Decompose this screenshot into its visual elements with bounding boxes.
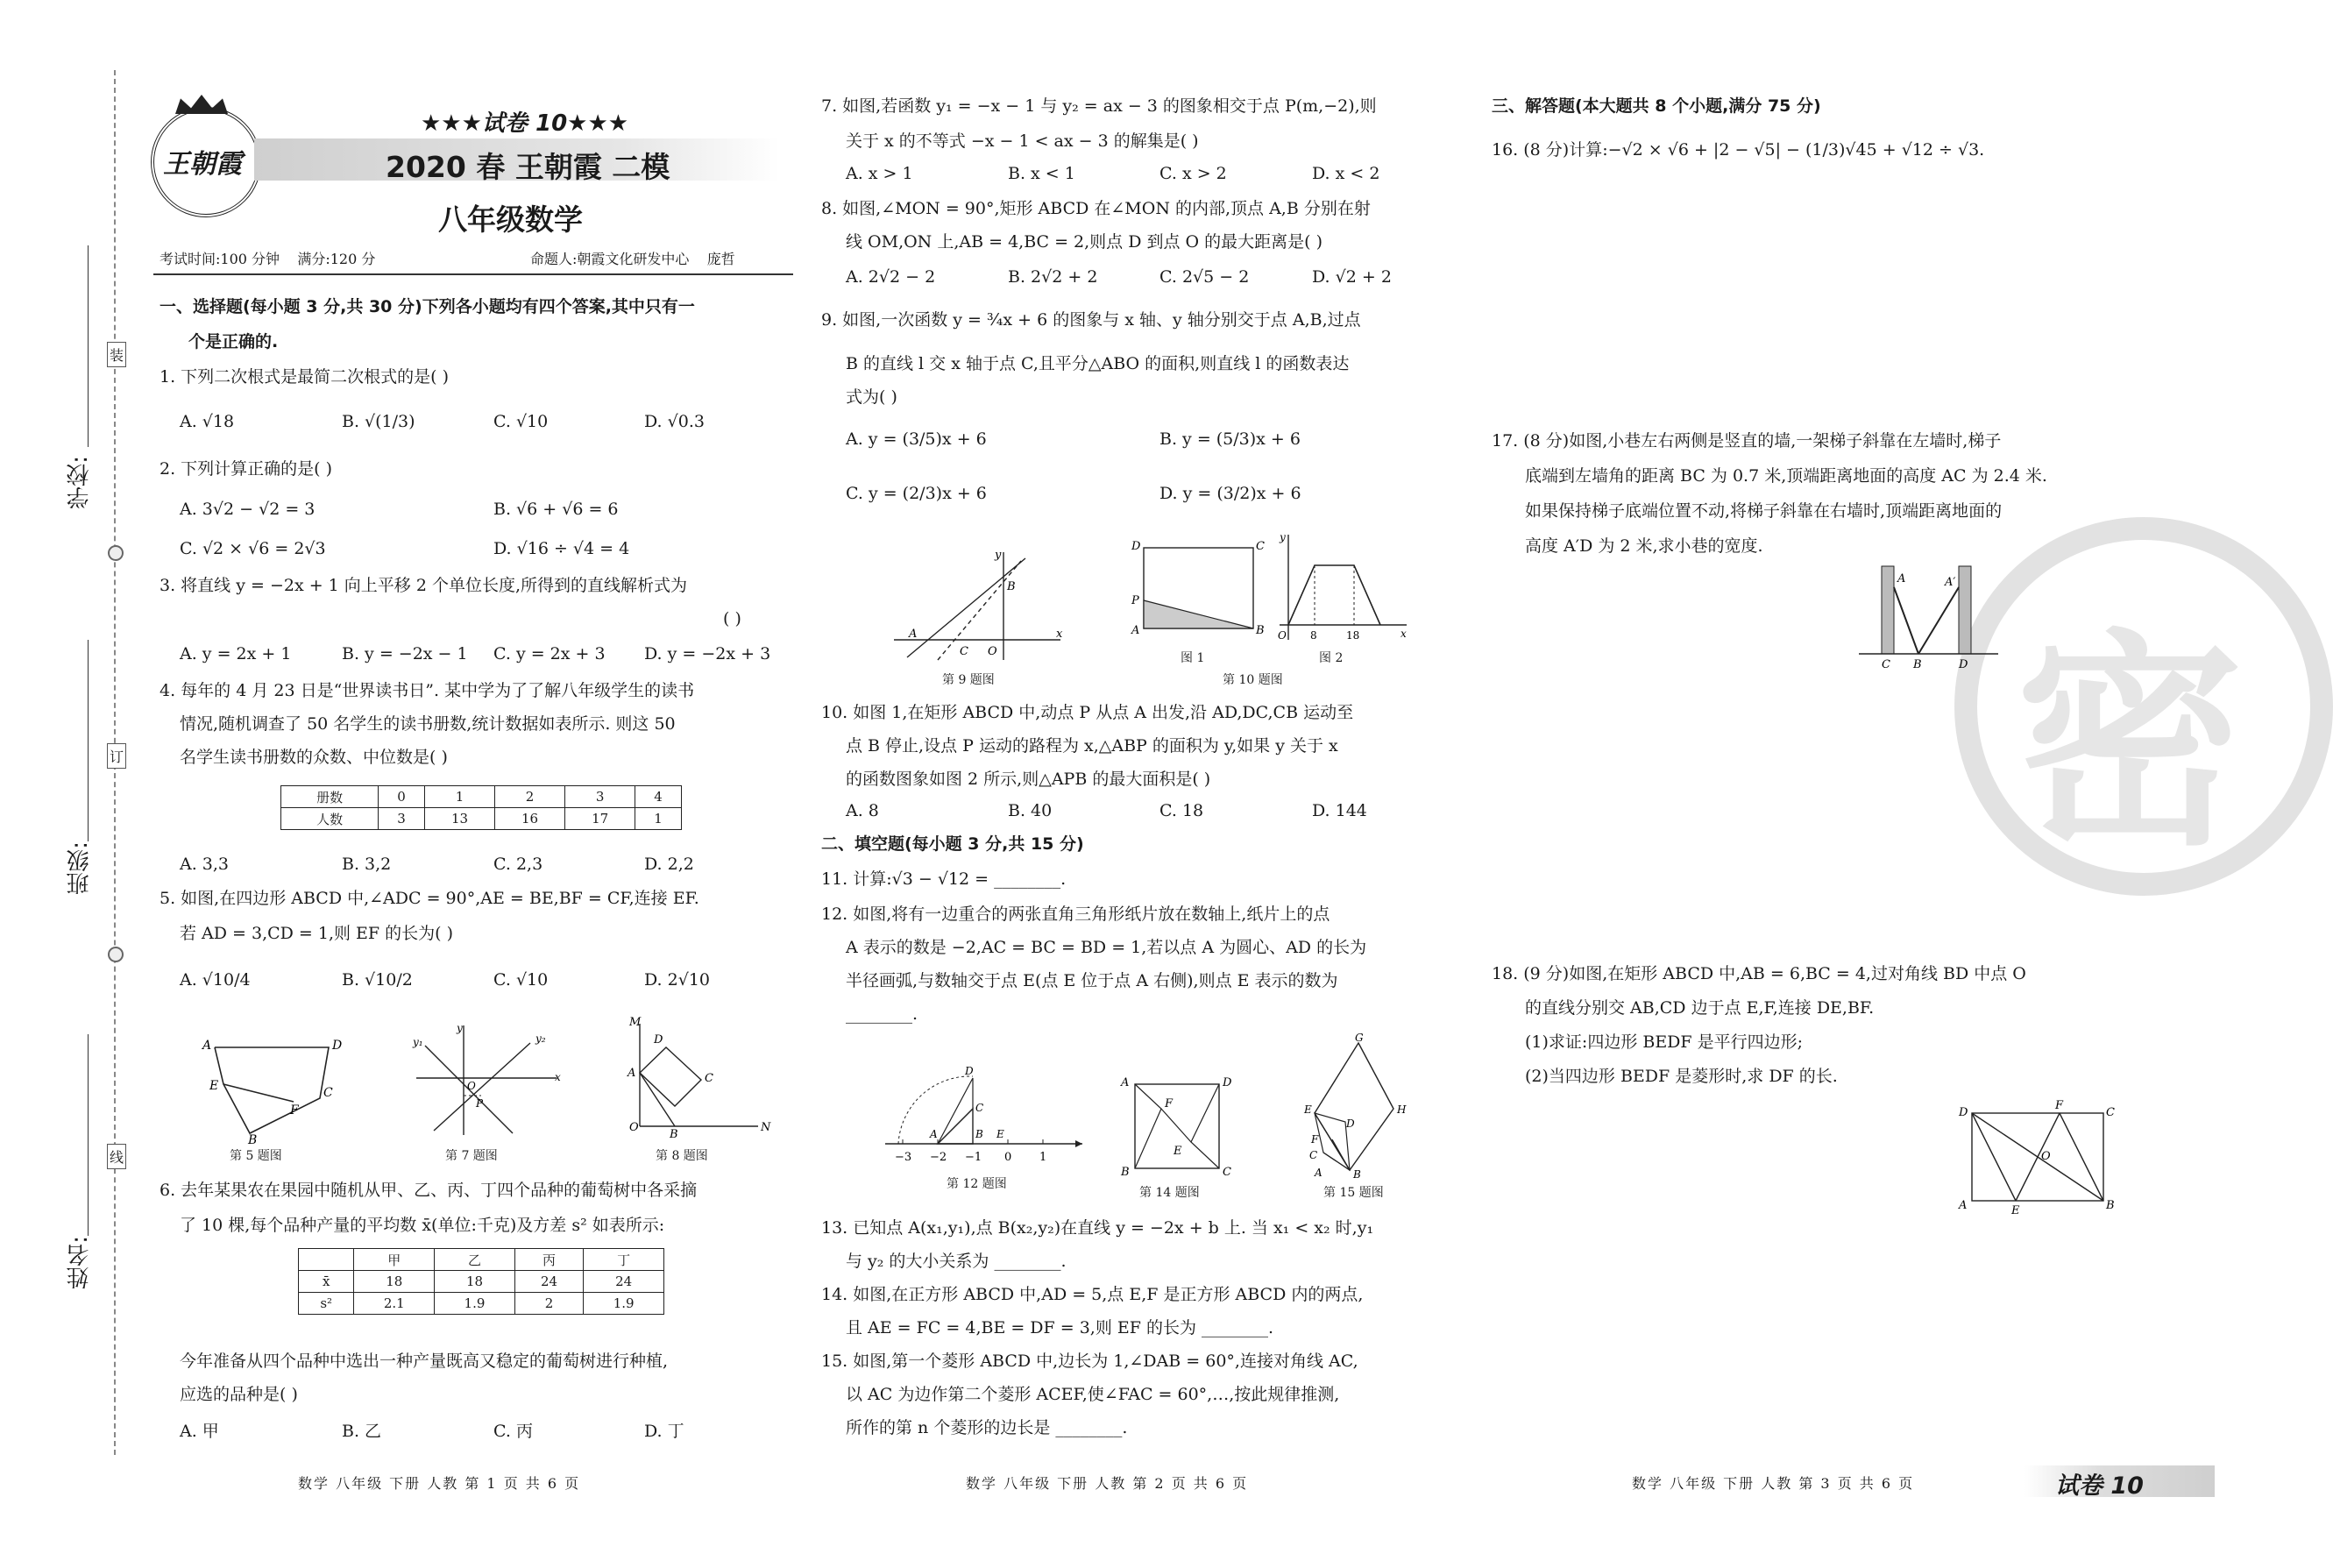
svg-text:B: B [2106,1199,2115,1212]
table-cell: 甲 [354,1249,435,1271]
q4-option-a[interactable]: A. 3,3 [180,855,230,874]
section1-title-cont: 个是正确的. [188,332,279,351]
q2-option-d[interactable]: D. √16 ÷ √4 = 4 [493,539,630,558]
figure-q17 [1854,561,2003,675]
svg-text:M: M [629,1016,642,1029]
svg-text:B: B [1007,580,1016,593]
q6-option-d[interactable]: D. 丁 [644,1422,684,1441]
svg-text:N: N [761,1121,771,1134]
q12-line3: 半径画弧,与数轴交于点 E(点 E 位于点 A 右侧),则点 E 表示的数为 [846,971,1338,990]
table-cell: 1.9 [435,1293,515,1315]
q6-option-c[interactable]: C. 丙 [493,1422,533,1441]
q3-stem: 3. 将直线 y = −2x + 1 向上平移 2 个单位长度,所得到的直线解析式为 [160,576,687,595]
svg-text:A: A [202,1039,212,1053]
q1-option-a[interactable]: A. √18 [180,412,235,431]
figure-q15 [1297,1034,1420,1183]
school-label: 学校: [67,456,93,509]
name-label: 姓名: [67,1236,93,1289]
figure-caption-q9: 第 9 题图 [942,673,995,687]
footer-tag: 试卷 10 [2055,1472,2144,1500]
q9-option-c[interactable]: C. y = (2/3)x + 6 [846,484,987,503]
svg-text:x: x [555,1071,561,1083]
q13-line1: 13. 已知点 A(x₁,y₁),点 B(x₂,y₂)在直线 y = −2x + b 上. 当 x₁ < x₂ 时,y₁ [821,1218,1374,1238]
class-field[interactable] [88,640,89,841]
table-cell: 1 [425,786,495,808]
q14-line1: 14. 如图,在正方形 ABCD 中,AD = 5,点 E,F 是正方形 ABCD 内的两点, [821,1285,1364,1304]
q4-line2: 情况,随机调查了 50 名学生的读书册数,统计数据如表所示. 则这 50 [180,714,676,734]
q14-line2[interactable]: 且 AE = FC = 4,BE = DF = 3,则 EF 的长为 ________. [846,1318,1274,1337]
q3-paren: ( ) [723,609,741,628]
q9-line2: B 的直线 l 交 x 轴于点 C,且平分△ABO 的面积,则直线 l 的函数表达 [846,354,1350,373]
table-cell: 2.1 [354,1293,435,1315]
q10-option-a[interactable]: A. 8 [846,801,879,820]
figure-q12 [881,1061,1091,1166]
q4-line1: 4. 每年的 4 月 23 日是“世界读书日”. 某中学为了了解八年级学生的读书 [160,681,695,700]
q3-option-b[interactable]: B. y = −2x − 1 [342,644,468,663]
q15-line1: 15. 如图,第一个菱形 ABCD 中,边长为 1,∠DAB = 60°,连接对角线 AC, [821,1352,1358,1371]
q7-option-b[interactable]: B. x < 1 [1008,164,1075,183]
svg-text:A: A [1959,1199,1968,1212]
svg-text:O: O [467,1080,476,1092]
q2-stem: 2. 下列计算正确的是( ) [160,459,333,479]
q6-line4: 应选的品种是( ) [180,1385,298,1404]
punch-hole-icon [108,545,124,561]
q7-option-c[interactable]: C. x > 2 [1159,164,1227,183]
svg-text:D: D [1223,1076,1232,1089]
q7-line2: 关于 x 的不等式 −x − 1 < ax − 3 的解集是( ) [846,131,1199,151]
logo-text: 王朝霞 [163,149,242,180]
svg-text:A: A [628,1067,636,1080]
svg-text:y₁: y₁ [413,1036,423,1048]
q5-option-d[interactable]: D. 2√10 [644,970,711,990]
table-cell: 18 [435,1271,515,1293]
table-cell: 16 [495,808,565,830]
figure-caption-q15: 第 15 题图 [1323,1186,1384,1200]
q2-option-a[interactable]: A. 3√2 − √2 = 3 [180,500,316,519]
q16-stem: 16. (8 分)计算:−√2 × √6 + |2 − √5| − (1/3)√45 + √12 ÷ √3. [1492,140,1985,160]
svg-text:F: F [1165,1097,1174,1110]
q18-line3: (1)求证:四边形 BEDF 是平行四边形; [1525,1032,1804,1052]
svg-text:B: B [975,1128,983,1140]
svg-text:O: O [1278,629,1287,642]
q2-option-c[interactable]: C. √2 × √6 = 2√3 [180,539,326,558]
q3-option-d[interactable]: D. y = −2x + 3 [644,644,771,663]
q5-option-c[interactable]: C. √10 [493,970,549,990]
q10-option-d[interactable]: D. 144 [1312,801,1367,820]
q11-stem[interactable]: 11. 计算:√3 − √12 = ________. [821,869,1067,889]
table-cell: 4 [635,786,682,808]
q8-line1: 8. 如图,∠MON = 90°,矩形 ABCD 在∠MON 的内部,顶点 A,B 分别在射 [821,199,1371,218]
svg-text:−2: −2 [930,1151,947,1164]
table-cell: 丁 [584,1249,664,1271]
q6-table [298,1248,664,1315]
logo-crown-icon [175,95,228,114]
table-cell: 0 [379,786,425,808]
svg-text:E: E [2011,1204,2020,1217]
q12-line4[interactable]: ________. [846,1004,918,1024]
figure-caption-q12: 第 12 题图 [947,1177,1007,1191]
svg-text:G: G [1355,1032,1364,1044]
q6-line3: 今年准备从四个品种中选出一种产量既高又稳定的葡萄树进行种植, [180,1352,669,1371]
footer-page-3: 数学 八年级 下册 人教 第 3 页 共 6 页 [1632,1475,1915,1492]
svg-text:O: O [988,645,997,658]
svg-text:E: E [1304,1103,1312,1116]
svg-text:C: C [1256,540,1265,553]
q7-option-d[interactable]: D. x < 2 [1312,164,1380,183]
svg-text:x: x [1056,628,1063,641]
svg-text:C: C [975,1102,984,1114]
q6-line1: 6. 去年某果农在果园中随机从甲、乙、丙、丁四个品种的葡萄树中各采摘 [160,1181,698,1200]
figure-caption-q7: 第 7 题图 [445,1149,498,1163]
svg-text:B: B [1913,658,1922,671]
svg-text:B: B [1256,624,1265,637]
table-cell: 1 [635,808,682,830]
svg-text:D: D [1959,1106,1968,1119]
svg-text:B: B [248,1133,258,1147]
q3-option-a[interactable]: A. y = 2x + 1 [180,644,292,663]
svg-text:B: B [670,1128,678,1141]
binding-mark-ding: 订 [107,743,126,769]
header-rule [153,273,793,275]
q8-option-c[interactable]: C. 2√5 − 2 [1159,267,1250,287]
q10-option-b[interactable]: B. 40 [1008,801,1053,820]
exam-author: 命题人:朝霞文化研发中心 庞哲 [530,251,735,267]
q8-option-b[interactable]: B. 2√2 + 2 [1008,267,1098,287]
svg-text:P: P [476,1097,484,1110]
table-cell: 2 [495,786,565,808]
q13-line2[interactable]: 与 y₂ 的大小关系为 ________. [846,1252,1067,1271]
q18-line4: (2)当四边形 BEDF 是菱形时,求 DF 的长. [1525,1067,1838,1086]
svg-text:−1: −1 [965,1151,982,1164]
svg-text:y₂: y₂ [535,1032,546,1045]
q2-option-b[interactable]: B. √6 + √6 = 6 [493,500,619,519]
q10-line3: 的函数图象如图 2 所示,则△APB 的最大面积是( ) [846,770,1211,789]
svg-text:C: C [1882,658,1890,671]
q10-option-c[interactable]: C. 18 [1159,801,1204,820]
q1-option-d[interactable]: D. √0.3 [644,412,705,431]
table-row [299,1271,664,1293]
svg-text:D: D [654,1033,663,1047]
svg-text:F: F [290,1103,299,1117]
q12-line1: 12. 如图,将有一边重合的两张直角三角形纸片放在数轴上,纸片上的点 [821,905,1330,924]
svg-text:E: E [209,1079,219,1093]
svg-text:P: P [1131,594,1139,607]
figure-q7 [408,1021,565,1144]
q6-line2: 了 10 棵,每个品种产量的平均数 x̄(单位:千克)及方差 s² 如表所示: [180,1216,665,1235]
svg-text:O: O [2041,1150,2051,1163]
svg-text:−3: −3 [895,1151,912,1164]
q17-line1: 17. (8 分)如图,小巷左右两侧是竖直的墙,一架梯子斜靠在左墙时,梯子 [1492,431,2002,451]
q5-line2: 若 AD = 3,CD = 1,则 EF 的长为( ) [180,924,454,943]
svg-text:F: F [1311,1133,1319,1146]
q9-line1: 9. 如图,一次函数 y = ¾x + 6 的图象与 x 轴、y 轴分别交于点 A,B,过点 [821,310,1361,330]
q9-line3: 式为( ) [846,387,897,407]
q5-line1: 5. 如图,在四边形 ABCD 中,∠ADC = 90°,AE = BE,BF = CF,连接 EF. [160,889,699,908]
q17-line3: 如果保持梯子底端位置不动,将梯子斜靠在右墙时,顶端距离地面的 [1525,501,2003,521]
q4-line3: 名学生读书册数的众数、中位数是( ) [180,748,448,767]
table-row [299,1293,664,1315]
svg-text:y: y [995,549,1002,562]
q8-option-d[interactable]: D. √2 + 2 [1312,267,1392,287]
figure-caption-q10: 第 10 题图 [1223,673,1283,687]
binding-mark-xian: 线 [107,1144,126,1169]
svg-text:x: x [1401,628,1407,640]
table-cell: 丙 [514,1249,583,1271]
q4-option-d[interactable]: D. 2,2 [644,855,694,874]
q7-option-a[interactable]: A. x > 1 [846,164,913,183]
figure-q9 [890,548,1065,662]
table-cell: 1.9 [584,1293,664,1315]
exam-title: 2020 春 王朝霞 二模 [386,150,670,184]
section3-title: 三、解答题(本大题共 8 个小题,满分 75 分) [1492,96,1821,116]
svg-text:C: C [960,645,968,658]
svg-text:B: B [1121,1166,1130,1179]
table-cell: 18 [354,1271,435,1293]
figure-q10-b [1271,530,1411,644]
q9-option-a[interactable]: A. y = (3/5)x + 6 [846,429,987,449]
q17-line4: 高度 A′D 为 2 米,求小巷的宽度. [1525,536,1763,556]
svg-text:8: 8 [1310,629,1317,642]
q5-option-b[interactable]: B. √10/2 [342,970,413,990]
table-row [281,808,682,830]
svg-text:y: y [457,1022,463,1034]
svg-text:O: O [629,1121,639,1134]
figure-caption-q5: 第 5 题图 [230,1149,282,1163]
svg-text:1: 1 [1039,1151,1047,1164]
figure-q14 [1117,1074,1240,1179]
series-label: ★★★试卷 10★★★ [421,110,629,137]
svg-text:A: A [909,628,918,641]
exam-info: 考试时间:100 分钟 满分:120 分 [160,251,376,267]
table-cell [299,1249,354,1271]
svg-text:C: C [1223,1166,1231,1179]
svg-text:A: A [1121,1076,1130,1089]
table-cell: 册数 [281,786,379,808]
svg-text:E: E [1174,1145,1182,1158]
q10-line2: 点 B 停止,设点 P 运动的路程为 x,△ABP 的面积为 y,如果 y 关于 x [846,736,1338,756]
q5-option-a[interactable]: A. √10/4 [180,970,251,990]
figure-q5 [197,1030,372,1147]
svg-text:C: C [2106,1106,2115,1119]
svg-text:C: C [1309,1149,1318,1161]
name-field[interactable] [88,1034,89,1236]
q15-line2: 以 AC 为边作第二个菱形 ACEF,使∠FAC = 60°,…,按此规律推测, [846,1385,1340,1404]
q18-line1: 18. (9 分)如图,在矩形 ABCD 中,AB = 6,BC = 4,过对角线 BD 中点 O [1492,964,2026,983]
section2-title: 二、填空题(每小题 3 分,共 15 分) [821,834,1084,854]
svg-text:C: C [323,1086,333,1100]
figure-q18 [1950,1099,2125,1217]
svg-text:0: 0 [1004,1151,1012,1164]
table-cell: 17 [565,808,635,830]
svg-text:D: D [1131,540,1141,553]
q1-option-c[interactable]: C. √10 [493,412,549,431]
table-row [281,786,682,808]
figure-caption-q8: 第 8 题图 [656,1149,708,1163]
watermark-stamp-text: 密 [2016,612,2244,876]
svg-text:y: y [1280,531,1286,543]
q18-line2: 的直线分别交 AB,CD 边于点 E,F,连接 DE,BF. [1525,998,1875,1018]
figure-caption-q14: 第 14 题图 [1139,1186,1200,1200]
svg-text:A: A [1315,1167,1323,1179]
q15-line3[interactable]: 所作的第 n 个菱形的边长是 ________. [846,1418,1128,1437]
q17-line2: 底端到左墙角的距离 BC 为 0.7 米,顶端距离地面的高度 AC 为 2.4 米. [1525,466,2047,486]
q4-option-b[interactable]: B. 3,2 [342,855,392,874]
table-row [299,1249,664,1271]
q6-option-b[interactable]: B. 乙 [342,1422,382,1441]
svg-text:A: A [1897,572,1906,585]
footer-page-2: 数学 八年级 下册 人教 第 2 页 共 6 页 [966,1475,1249,1492]
svg-text:A: A [930,1128,938,1140]
q7-line1: 7. 如图,若函数 y₁ = −x − 1 与 y₂ = ax − 3 的图象相交于点 P(m,−2),则 [821,96,1377,116]
q8-line2: 线 OM,ON 上,AB = 4,BC = 2,则点 D 到点 O 的最大距离是( ) [846,232,1323,252]
table-cell: 13 [425,808,495,830]
table-cell: 24 [584,1271,664,1293]
q4-option-c[interactable]: C. 2,3 [493,855,543,874]
table-cell: 3 [379,808,425,830]
section1-title: 一、选择题(每小题 3 分,共 30 分)下列各小题均有四个答案,其中只有一 [160,297,695,316]
table-cell: 乙 [435,1249,515,1271]
svg-text:H: H [1397,1103,1407,1116]
class-label: 班级: [67,841,93,895]
table-cell: 2 [514,1293,583,1315]
q3-option-c[interactable]: C. y = 2x + 3 [493,644,606,663]
svg-text:C: C [705,1072,713,1085]
figure-q8 [613,1017,771,1139]
punch-hole-icon [108,947,124,962]
q8-option-a[interactable]: A. 2√2 − 2 [846,267,936,287]
q4-table [280,785,682,830]
table-cell: 24 [514,1271,583,1293]
q1-stem: 1. 下列二次根式是最简二次根式的是( ) [160,367,450,387]
svg-text:B: B [1353,1168,1361,1181]
table-cell: x̄ [299,1271,354,1293]
svg-text:A: A [1131,624,1140,637]
table-cell: 人数 [281,808,379,830]
footer-page-1: 数学 八年级 下册 人教 第 1 页 共 6 页 [298,1475,581,1492]
table-cell: 3 [565,786,635,808]
svg-text:D: D [1959,658,1968,671]
svg-text:D: D [332,1039,343,1053]
q9-option-b[interactable]: B. y = (5/3)x + 6 [1159,429,1301,449]
binding-mark-zhuang: 装 [107,342,126,367]
svg-text:D: D [965,1065,974,1077]
school-field[interactable] [88,245,89,447]
q10-line1: 10. 如图 1,在矩形 ABCD 中,动点 P 从点 A 出发,沿 AD,DC,CB 运动至 [821,703,1354,722]
q12-line2: A 表示的数是 −2,AC = BC = BD = 1,若以点 A 为圆心、AD 的长为 [846,938,1367,957]
svg-text:18: 18 [1346,629,1360,642]
svg-text:E: E [996,1128,1004,1140]
q9-option-d[interactable]: D. y = (3/2)x + 6 [1159,484,1301,503]
svg-text:A′: A′ [1945,576,1956,589]
table-cell: s² [299,1293,354,1315]
exam-subject: 八年级数学 [438,202,583,237]
figure-q10-a [1126,539,1266,644]
figure-caption-q10-2: 图 2 [1319,651,1344,665]
svg-text:F: F [2055,1099,2064,1112]
figure-caption-q10-1: 图 1 [1181,651,1205,665]
q6-option-a[interactable]: A. 甲 [180,1422,219,1441]
q1-option-b[interactable]: B. √(1/3) [342,412,415,431]
svg-text:D: D [1346,1117,1355,1130]
